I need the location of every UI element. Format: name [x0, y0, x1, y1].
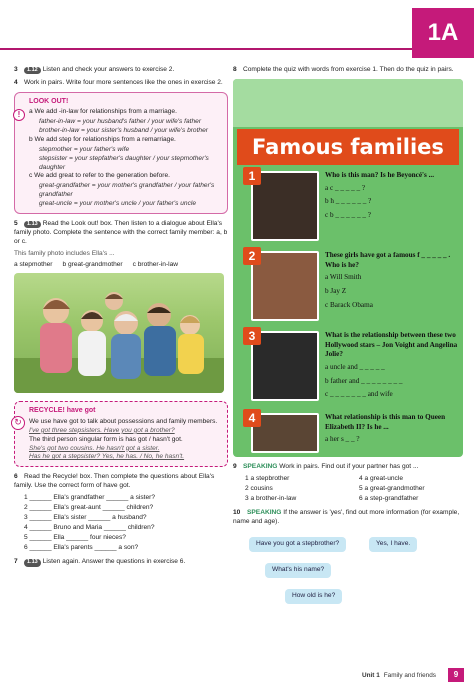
- exercise-number: 7: [14, 558, 18, 566]
- exercise-8: [233, 66, 463, 75]
- list-item: 2 cousins: [245, 484, 273, 492]
- list-item: 3 a brother-in-law: [245, 494, 297, 502]
- gap-fill-item[interactable]: 6 ______ Ella's parents ______ a son?: [24, 543, 139, 551]
- exercise-number: 9: [233, 462, 237, 470]
- gap-fill-item[interactable]: 2 ______ Ella's great-aunt ______ children?: [24, 504, 154, 512]
- header-rule: [0, 48, 420, 50]
- exercise-instruction: Work in pairs. Write four more sentences like the ones in exercise 2.: [24, 78, 223, 86]
- example: great-grandfather = your mother's grandfather / your father's grandfather: [39, 182, 215, 199]
- quiz-header-bg: [233, 79, 463, 127]
- page-number: 9: [448, 668, 464, 682]
- option-b: b great-grandmother: [62, 260, 123, 268]
- question: These girls have got a famous f _ _ _ _ _ . Who is he?: [325, 250, 451, 269]
- exercise-6: [14, 473, 228, 552]
- quiz-question-4: [248, 410, 461, 453]
- answer-option[interactable]: b father and _ _ _ _ _ _ _ _: [325, 376, 403, 385]
- example: father-in-law = your husband's father / your wife's father: [39, 118, 202, 126]
- box-title: LOOK OUT!: [29, 97, 69, 105]
- answer-option[interactable]: c _ _ _ _ _ _ _ and wife: [325, 390, 393, 399]
- audio-track-badge[interactable]: 1.12: [24, 67, 41, 74]
- exercise-10: [233, 509, 463, 527]
- footer-unit: Unit 1: [362, 672, 380, 679]
- footer-title: Family and friends: [383, 672, 436, 679]
- famous-families-quiz: [233, 79, 463, 457]
- gap-fill-list: [24, 494, 228, 552]
- question-photo: [248, 168, 319, 241]
- exercise-number: 8: [233, 66, 237, 73]
- exercise-instruction: Listen again. Answer the questions in exercise 6.: [42, 558, 186, 566]
- speaking-label: SPEAKING: [247, 509, 282, 517]
- top-banner: [0, 14, 420, 56]
- list-item: 4 a great-uncle: [359, 474, 403, 482]
- recycle-box: [14, 401, 228, 467]
- question-photo: [248, 410, 319, 453]
- left-column: [14, 66, 228, 571]
- exercise-instruction: Work in pairs. Find out if your partner has got ...: [279, 462, 419, 470]
- list-item: 6 a step-grandfather: [359, 494, 419, 502]
- quiz-question-1: [248, 168, 461, 241]
- quiz-banner: Famous families: [237, 129, 459, 165]
- question-text-block: [319, 413, 461, 453]
- exercise-4: [14, 79, 228, 88]
- answer-option[interactable]: a her s _ _ ?: [325, 435, 360, 444]
- exercise-number: 6: [14, 473, 18, 481]
- exercise-instruction: Read the Look out! box. Then listen to a dialogue about Ella's family photo. Complete the sentence with the correct family member: a, b or c.: [14, 220, 228, 245]
- exercise-instruction: Complete the quiz with words from exercise 1. Then do the quiz in pairs.: [243, 66, 454, 73]
- question-text-block: [319, 251, 461, 321]
- answer-option[interactable]: b Jay Z: [325, 287, 347, 296]
- speech-bubble: Yes, I have.: [369, 537, 417, 552]
- option-a: a stepmother: [14, 260, 53, 268]
- quiz-question-3: [248, 328, 461, 404]
- rule-b: b We add step for relationships from a remarriage.: [29, 135, 176, 143]
- unit-tab: 1A: [412, 8, 474, 58]
- question: Who is this man? Is he Beyoncé's ...: [325, 170, 435, 179]
- answer-option[interactable]: c b _ _ _ _ _ _ ?: [325, 211, 371, 220]
- question-number: 1: [243, 167, 261, 185]
- list-item: 1 a stepbrother: [245, 474, 290, 482]
- answer-option[interactable]: a uncle and _ _ _ _ _: [325, 363, 385, 372]
- answer-option[interactable]: a c _ _ _ _ _ ?: [325, 183, 366, 192]
- rule-c: c We add great to refer to the generation before.: [29, 172, 170, 180]
- question-text-block: [319, 171, 434, 241]
- question-text-block: [319, 331, 461, 404]
- example: Has he got a stepsister? Yes, he has. / No, he hasn't.: [29, 453, 185, 461]
- partner-questions-list: [245, 475, 463, 504]
- question-number: 4: [243, 409, 261, 427]
- exercise-instruction: Listen and check your answers to exercise 2.: [42, 66, 175, 73]
- audio-track-badge[interactable]: 1.13: [24, 221, 41, 228]
- gap-fill-item[interactable]: 1 ______ Ella's grandfather ______ a sister?: [24, 494, 156, 502]
- quiz-question-2: [248, 248, 461, 321]
- rule-a: a We add -in-law for relationships from a marriage.: [29, 108, 177, 116]
- answer-option[interactable]: c Barack Obama: [325, 300, 373, 309]
- look-out-box: [14, 92, 228, 214]
- speaking-label: SPEAKING: [243, 462, 278, 470]
- exercise-9: [233, 463, 463, 504]
- example: stepmother = your father's wife: [39, 145, 130, 153]
- example: stepsister = your stepfather's daughter / your stepmother's daughter: [39, 154, 209, 171]
- answer-option[interactable]: b h _ _ _ _ _ _ ?: [325, 197, 372, 206]
- example: She's got two cousins. He hasn't got a sister.: [29, 444, 160, 452]
- question-photo: [248, 328, 319, 401]
- speech-bubbles: [233, 533, 463, 613]
- list-item: 5 a great-grandmother: [359, 484, 425, 492]
- exercise-5: [14, 220, 228, 269]
- exercise-number: 5: [14, 220, 18, 228]
- page-footer: [362, 672, 436, 681]
- recycle-icon: ↻: [11, 416, 25, 430]
- exclamation-icon: !: [13, 109, 25, 121]
- rule-text: The third person singular form is has got / hasn't got.: [29, 435, 183, 443]
- sentence-stem: This family photo includes Ella's ...: [14, 249, 115, 257]
- exercise-7: [14, 558, 228, 567]
- box-title: RECYCLE! have got: [29, 407, 96, 415]
- question: What relationship is this man to Queen Elizabeth II? Is he ...: [325, 412, 446, 431]
- question: What is the relationship between these two Hollywood stars – Jon Voight and Angelina Jolie?: [325, 330, 458, 359]
- gap-fill-item[interactable]: 5 ______ Ella ______ four nieces?: [24, 533, 126, 541]
- exercise-number: 3: [14, 66, 18, 73]
- exercise-3: [14, 66, 228, 75]
- exercise-instruction: Read the Recycle! box. Then complete the questions about Ella's family. Use the correct form of have got.: [14, 473, 215, 490]
- speech-bubble: Have you got a stepbrother?: [249, 537, 346, 552]
- family-photo: [14, 273, 224, 393]
- exercise-instruction: If the answer is 'yes', find out more information (for example, name and age).: [233, 509, 460, 526]
- right-column: [233, 66, 463, 613]
- audio-track-badge[interactable]: 1.13: [24, 559, 41, 566]
- question-number: 2: [243, 247, 261, 265]
- question-photo: [248, 248, 319, 321]
- rule-text: We use have got to talk about possessions and family members.: [29, 417, 218, 425]
- example: brother-in-law = your sister's husband / your wife's brother: [39, 127, 208, 134]
- question-number: 3: [243, 327, 261, 345]
- speech-bubble: How old is he?: [285, 589, 342, 604]
- exercise-number: 4: [14, 78, 18, 86]
- speech-bubble: What's his name?: [265, 563, 331, 578]
- answer-options: [14, 261, 228, 270]
- exercise-number: 10: [233, 509, 241, 517]
- family-photo-illustration: [14, 273, 224, 393]
- example: I've got three stepsisters. Have you got a brother?: [29, 426, 175, 434]
- example: great-uncle = your mother's uncle / your father's uncle: [39, 200, 197, 208]
- gap-fill-item[interactable]: 4 ______ Bruno and Maria ______ children?: [24, 523, 155, 531]
- answer-option[interactable]: a Will Smith: [325, 273, 362, 282]
- option-c: c brother-in-law: [132, 260, 179, 268]
- gap-fill-item[interactable]: 3 ______ Ella's sister ______ a husband?: [24, 513, 147, 521]
